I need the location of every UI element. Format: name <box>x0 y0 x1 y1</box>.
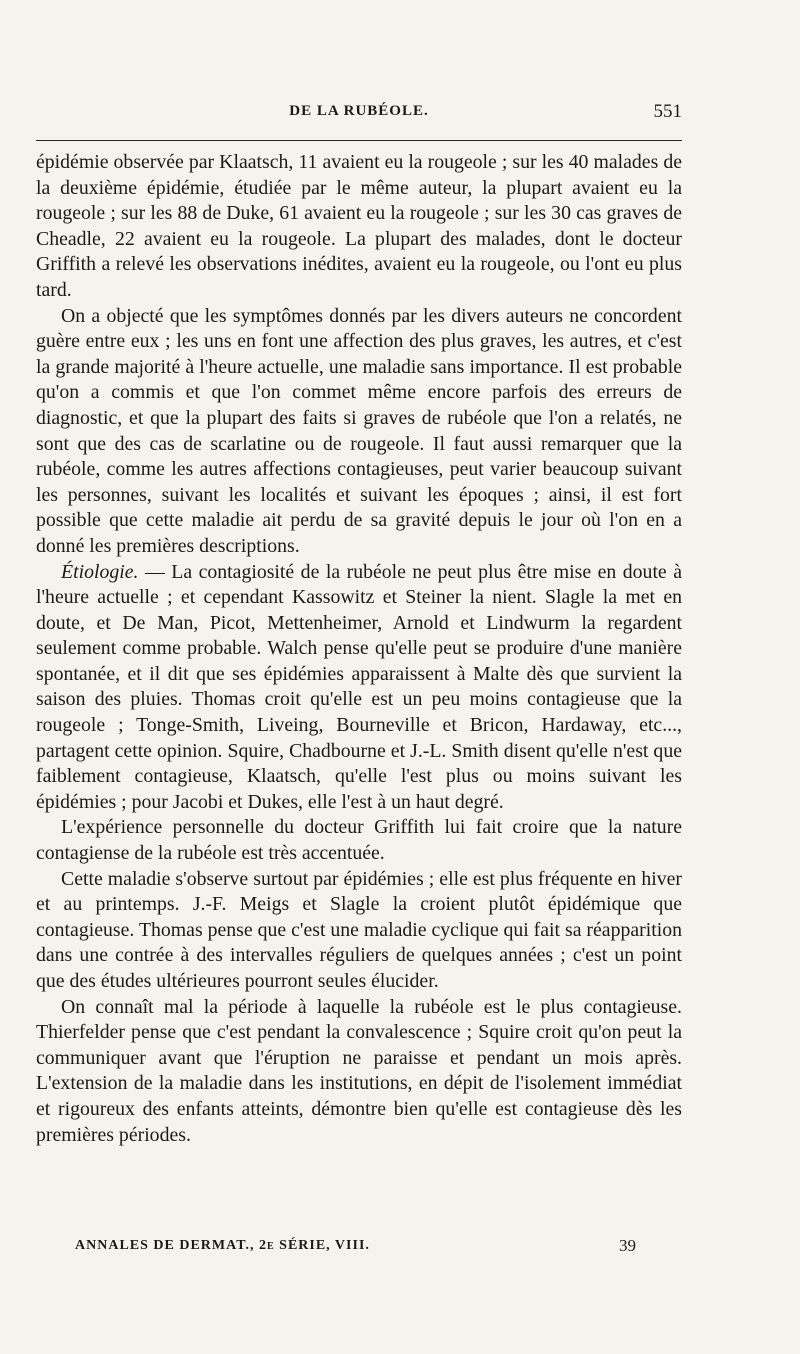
sheet-signature: 39 <box>619 1236 636 1255</box>
page-header <box>36 103 682 127</box>
body-text <box>36 150 682 1148</box>
page-number: 551 <box>653 101 682 122</box>
paragraph-etiologie <box>36 560 682 816</box>
paragraph-text: — La contagiosité de la rubéole ne peut plus être mise en doute à l'heure actuelle ; et cependant Kassowitz et Steiner la nient. Slagle la met en doute, et De Man, Picot, Mettenheimer, Arnold et Lindwurm la regardent seulement comme probable. Walch pense qu'elle peut se produire d'une manière spontanée, et il dit que ses épidémies apparaissent à Malte dès que survient la saison des pluies. Thomas croit qu'elle est un peu moins contagieuse que la rougeole ; Tonge-Smith, Liveing, Bourneville et Bricon, Hardaway, etc..., partagent cette opinion. Squire, Chadbourne et J.-L. Smith disent qu'elle n'est que faiblement contagieuse, Klaatsch, qu'elle l'est plus ou moins suivant les épidémies ; pour Jacobi et Dukes, elle l'est à un haut degré. <box>36 560 682 813</box>
running-head: DE LA RUBÉOLE. <box>289 103 429 119</box>
page-footer <box>75 1238 682 1254</box>
paragraph: L'expérience personnelle du docteur Griffith lui fait croire que la nature contagiense de la rubéole est très accentuée. <box>36 816 682 865</box>
paragraph: épidémie observée par Klaatsch, 11 avaient eu la rougeole ; sur les 40 malades de la deuxième épidémie, étudiée par le même auteur, la plupart avaient eu la rougeole ; sur les 88 de Duke, 61 avaient eu la rougeole ; sur les 30 cas graves de Cheadle, 22 avaient eu la rougeole. La plupart des malades, dont le docteur Griffith a relevé les observations inédites, avaient eu la rougeole, ou l'ont eu plus tard. <box>36 151 682 301</box>
paragraph: Cette maladie s'observe surtout par épidémies ; elle est plus fréquente en hiver et au printemps. J.-F. Meigs et Slagle la croient plutôt épidémique que contagieuse. Thomas pense que c'est une maladie cyclique qui fait sa réapparition dans une contrée à des intervalles réguliers de quelques années ; c'est un point que des études ultérieures pourront seules élucider. <box>36 867 682 992</box>
paragraph: On connaît mal la période à laquelle la rubéole est le plus contagieuse. Thierfelder pense que c'est pendant la convalescence ; Squire croit qu'on peut la communiquer avant que l'éruption ne paraisse et pendant un mois après. L'extension de la maladie dans les institutions, en dépit de l'isolement immédiat et rigoureux des enfants atteints, démontre bien qu'elle est contagieuse dès les premières périodes. <box>36 995 682 1146</box>
section-heading: Étiologie. <box>61 560 139 583</box>
paragraph: On a objecté que les symptômes donnés par les divers auteurs ne concordent guère entre eux ; les uns en font une affection des plus graves, les autres, et c'est la grande majorité à l'heure actuelle, une maladie sans importance. Il est probable qu'on a commis et que l'on commet même encore parfois des erreurs de diagnostic, et que la plupart des faits si graves de rubéole que l'on a relatés, ne sont que des cas de scarlatine ou de rougeole. Il faut aussi remarquer que la rubéole, comme les autres affections contagieuses, peut varier beaucoup suivant les personnes, suivant les localités et suivant les époques ; ainsi, il est fort possible que cette maladie ait perdu de sa gravité depuis le jour où l'on en a donné les premières descriptions. <box>36 304 682 557</box>
journal-signature: ANNALES DE DERMAT., 2e SÉRIE, VIII. <box>75 1238 370 1253</box>
header-rule <box>36 140 682 141</box>
